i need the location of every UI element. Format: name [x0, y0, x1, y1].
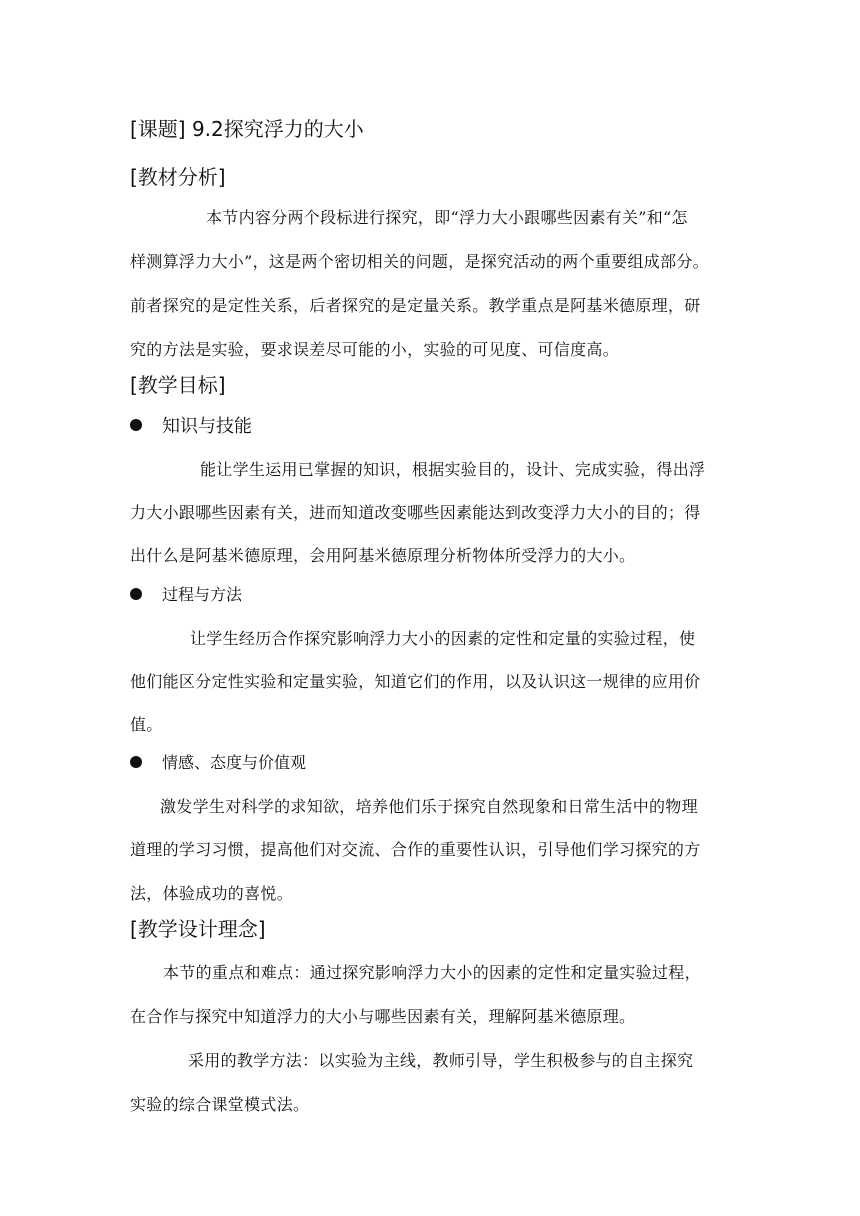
process-line-2: 他们能区分定性实验和定量实验，知道它们的作用，以及认识这一规律的应用价	[130, 672, 701, 691]
design-line-4: 实验的综合课堂模式法。	[130, 1095, 310, 1114]
section-heading-goals: [教学目标]	[130, 373, 226, 397]
analysis-line-4: 究的方法是实验，要求误差尽可能的小，实验的可见度、可信度高。	[130, 340, 620, 359]
process-line-3: 值。	[130, 715, 163, 734]
analysis-line-2: 样测算浮力大小”，这是两个密切相关的问题，是探究活动的两个重要组成部分。	[130, 252, 709, 271]
goal-process	[130, 587, 242, 603]
design-line-3: 采用的教学方法：以实验为主线，教师引导，学生积极参与的自主探究	[188, 1051, 694, 1070]
section-heading-analysis: [教材分析]	[130, 165, 226, 189]
goal-knowledge	[130, 418, 252, 436]
knowledge-line-2: 力大小跟哪些因素有关，进而知道改变哪些因素能达到改变浮力大小的目的；得	[130, 503, 701, 522]
bullet-icon	[130, 588, 142, 600]
lesson-title: [课题] 9.2探究浮力的大小	[130, 117, 364, 141]
knowledge-line-3: 出什么是阿基米德原理，会用阿基米德原理分析物体所受浮力的大小。	[130, 546, 636, 565]
attitude-line-3: 法，体验成功的喜悦。	[130, 884, 294, 903]
section-heading-design: [教学设计理念]	[130, 917, 266, 941]
analysis-line-3: 前者探究的是定性关系，后者探究的是定量关系。教学重点是阿基米德原理，研	[130, 296, 701, 315]
design-line-1: 本节的重点和难点：通过探究影响浮力大小的因素的定性和定量实验过程，	[163, 963, 701, 982]
attitude-line-1: 激发学生对科学的求知欲，培养他们乐于探究自然现象和日常生活中的物理	[160, 797, 698, 816]
goal-process-label: 过程与方法	[162, 585, 243, 604]
goal-attitude-label: 情感、态度与价值观	[162, 753, 307, 772]
knowledge-line-1: 能让学生运用已掌握的知识，根据实验目的，设计、完成实验，得出浮	[200, 460, 706, 479]
bullet-icon	[130, 419, 142, 431]
process-line-1: 让学生经历合作探究影响浮力大小的因素的定性和定量的实验过程，使	[190, 629, 696, 648]
goal-knowledge-label: 知识与技能	[162, 416, 252, 437]
bullet-icon	[130, 756, 142, 768]
goal-attitude	[130, 755, 306, 771]
design-line-2: 在合作与探究中知道浮力的大小与哪些因素有关，理解阿基米德原理。	[130, 1007, 636, 1026]
attitude-line-2: 道理的学习习惯，提高他们对交流、合作的重要性认识，引导他们学习探究的方	[130, 840, 701, 859]
analysis-line-1: 本节内容分两个段标进行探究，即“浮力大小跟哪些因素有关”和“怎	[206, 208, 688, 227]
